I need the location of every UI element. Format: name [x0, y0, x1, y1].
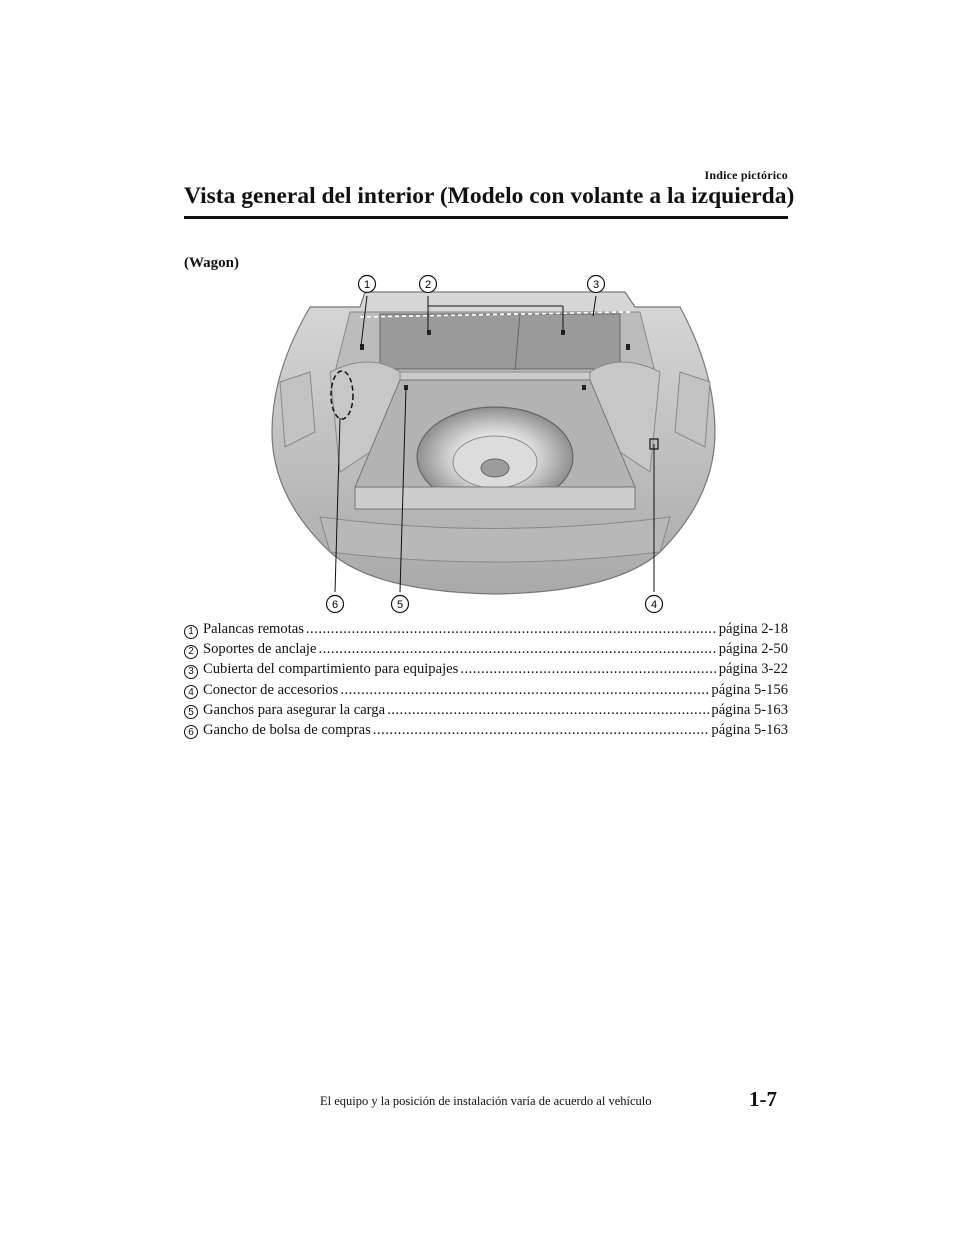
item-number: 4 [184, 685, 198, 699]
list-item [184, 621, 788, 641]
page-reference-link[interactable]: página 3-22 [718, 661, 788, 678]
item-label: Palancas remotas [203, 621, 304, 637]
callout-1 [359, 276, 376, 293]
svg-text:6: 6 [331, 599, 339, 611]
item-label: Cubierta del compartimiento para equipajes [203, 661, 459, 678]
page-reference-link[interactable]: página 2-18 [718, 621, 788, 637]
page-reference-link[interactable]: página 2-50 [718, 641, 788, 658]
list-item [184, 722, 788, 742]
item-number: 2 [184, 645, 198, 659]
svg-text:5: 5 [396, 599, 404, 611]
svg-text:4: 4 [650, 599, 658, 611]
callout-4 [646, 596, 663, 613]
item-label: Soportes de anclaje [203, 641, 317, 658]
legend-list [184, 621, 788, 742]
item-label: Conector de accesorios [203, 681, 339, 698]
dot-leader [306, 621, 717, 638]
svg-text:3: 3 [592, 279, 600, 291]
callout-6 [327, 596, 344, 613]
callout-3 [588, 276, 605, 293]
list-item [184, 641, 788, 661]
callout-5 [392, 596, 409, 613]
item-number: 6 [184, 725, 198, 739]
list-item [184, 661, 788, 681]
svg-text:2: 2 [424, 279, 432, 291]
section-label: Indice pictórico [704, 168, 788, 182]
footer-note: El equipo y la posición de instalación varía de acuerdo al vehículo [320, 1094, 652, 1108]
item-label: Ganchos para asegurar la carga [203, 701, 386, 718]
dot-leader [387, 702, 709, 719]
page-reference-link[interactable]: página 5-163 [711, 721, 788, 738]
item-number: 5 [184, 705, 198, 719]
dot-leader [373, 722, 710, 739]
dot-leader [340, 682, 709, 699]
list-item [184, 682, 788, 702]
callout-2 [420, 276, 437, 293]
title-rule [184, 216, 788, 219]
svg-text:1: 1 [363, 279, 371, 291]
dot-leader [318, 641, 716, 658]
page-reference-link[interactable]: página 5-163 [711, 701, 788, 718]
list-item [184, 702, 788, 722]
page-number: 1-7 [749, 1087, 777, 1111]
item-number: 1 [184, 625, 198, 639]
trunk-illustration [260, 272, 730, 620]
page-title: Vista general del interior (Modelo con volante a la izquierda) [184, 183, 795, 209]
item-number: 3 [184, 665, 198, 679]
variant-label: (Wagon) [184, 255, 240, 271]
page-reference-link[interactable]: página 5-156 [711, 681, 788, 698]
item-label: Gancho de bolsa de compras [203, 721, 371, 738]
dot-leader [460, 661, 716, 678]
